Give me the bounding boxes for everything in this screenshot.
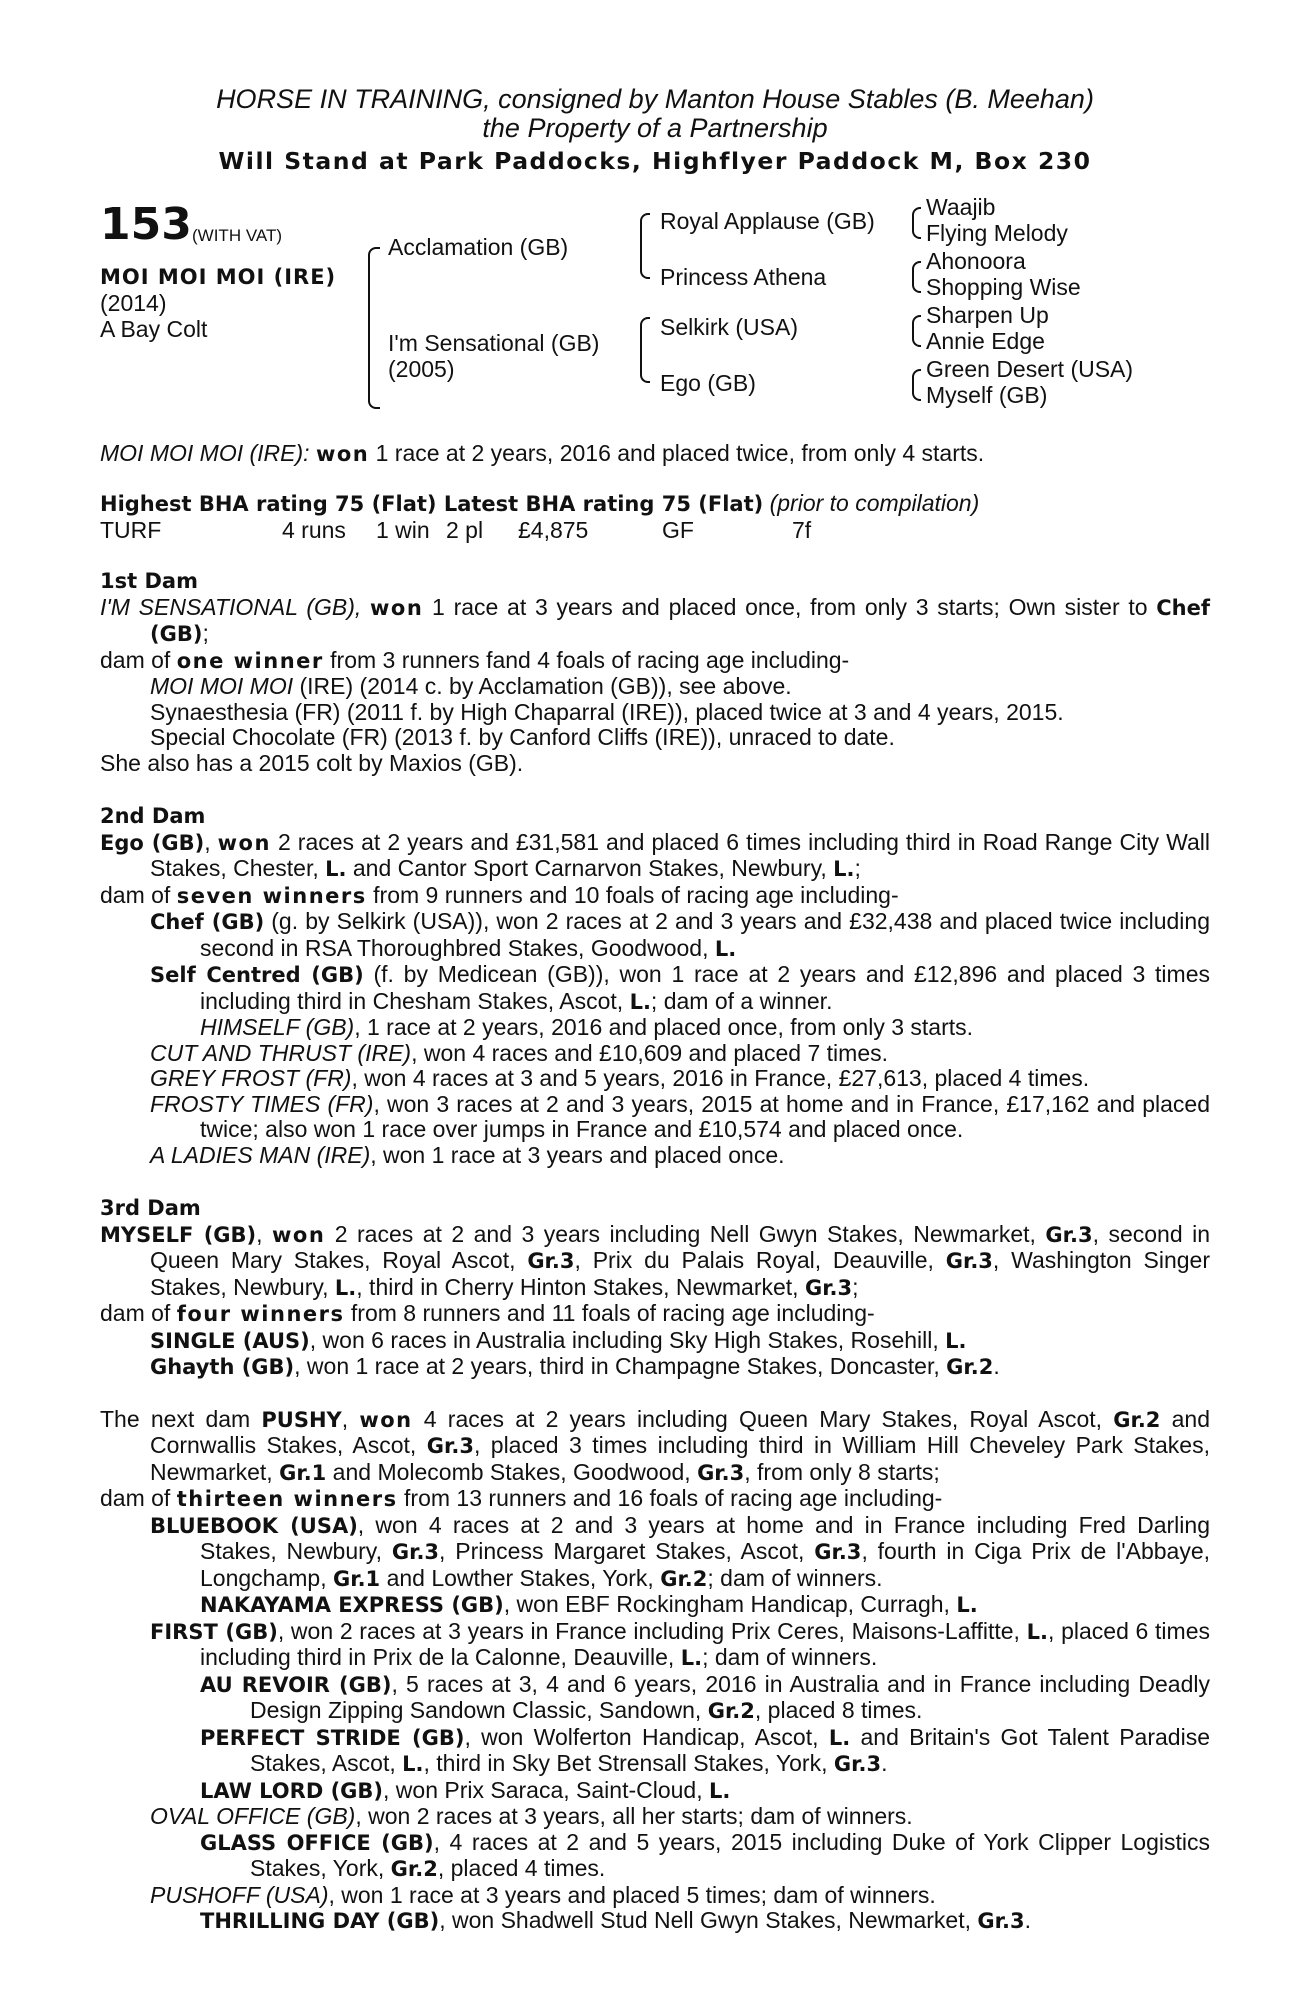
offspring-self-centred: Self Centred (GB) (f. by Medicean (GB)), won 1 race at 2 years and £12,896 and placed 3 times including third in Chesham Stakes, Ascot, L.; dam of a winner. [150,961,1210,1014]
offspring-single: SINGLE (AUS), won 6 races in Australia including Sky High Stakes, Rosehill, L. [150,1326,967,1353]
grandoffspring-himself: HIMSELF (GB), 1 race at 2 years, 2016 and placed once, from only 3 starts. [200,1014,974,1040]
first-dam-produce: dam of one winner from 3 runners fand 4 foals of racing age including- [100,646,850,673]
offspring-bluebook: BLUEBOOK (USA), won 4 races at 2 and 3 years at home and in France including Fred Darling Stakes, Newbury, Gr.3, Princess Margaret Stakes, Ascot, Gr.3, fourth in Ciga Prix de l'Abbaye, Longchamp, Gr.1 and Lowther Stakes, York, Gr.2; dam of winners. [150,1511,1211,1591]
sire-dam: Princess Athena [660,263,827,290]
dds: Green Desert (USA) [926,355,1134,382]
second-dam-heading: 2nd Dam [100,804,206,828]
dam: I'm Sensational (GB) [388,329,600,356]
grandoffspring-au-revoir: AU REVOIR (GB), 5 races at 3, 4 and 6 years, 2016 in Australia and in France including Deadly Design Zipping Sandown Classic, Sandown, Gr.2, placed 8 times. [200,1670,1210,1723]
bracket-gen1 [368,247,380,409]
race-summary: MOI MOI MOI (IRE): won 1 race at 2 years, 2016 and placed twice, from only 4 starts. [100,439,985,466]
grandoffspring-perfect-stride: PERFECT STRIDE (GB), won Wolferton Handicap, Ascot, L. and Britain's Got Talent Paradise Stakes, Ascot, L., third in Sky Bet Strensall Stakes, York, Gr.3. [200,1723,1210,1776]
bracket-3a [912,207,921,239]
offspring-frosty-times: FROSTY TIMES (FR), won 3 races at 2 and 3 years, 2015 at home and in France, £17,162 and placed twice; also won 1 race over jumps in France and £10,574 and placed once. [150,1090,1210,1142]
ssd: Flying Melody [926,219,1068,246]
grandoffspring-glass-office: GLASS OFFICE (GB), 4 races at 2 and 5 years, 2015 including Duke of York Clipper Logistics Stakes, York, Gr.2, placed 4 times. [200,1828,1210,1881]
horse-description: A Bay Colt [100,315,208,342]
sds: Ahonoora [926,247,1026,274]
bracket-sire [640,213,650,279]
dsd: Annie Edge [926,327,1045,354]
offspring-grey-frost: GREY FROST (FR), won 4 races at 3 and 5 years, 2016 in France, £27,613, placed 4 times. [150,1065,1090,1091]
second-dam-produce: dam of seven winners from 9 runners and 10 foals of racing age including- [100,881,899,908]
offspring-moi-moi-moi: MOI MOI MOI (IRE) (2014 c. by Acclamation (GB)), see above. [150,673,792,699]
rating-note: (prior to compilation) [763,490,980,516]
dam-sire: Selkirk (USA) [660,313,799,340]
sdd: Shopping Wise [926,273,1081,300]
offspring-chef: Chef (GB) (g. by Selkirk (USA)), won 2 races at 2 and 3 years and £32,438 and placed twice including second in RSA Thoroughbred Stakes, Goodwood, L. [150,908,1210,961]
stand-line: Will Stand at Park Paddocks, Highflyer Paddock M, Box 230 [218,147,1092,175]
grandoffspring-nakayama-express: NAKAYAMA EXPRESS (GB), won EBF Rockingham Handicap, Curragh, L. [200,1591,978,1617]
dam-year: (2005) [388,355,455,382]
turf-record: TURF 4 runs 1 win 2 pl £4,875 GF 7f [100,516,812,543]
sire: Acclamation (GB) [388,233,569,260]
first-dam-note: She also has a 2015 colt by Maxios (GB). [100,749,524,776]
lot-number: 153 [100,198,192,250]
horse-year: (2014) [100,289,167,316]
offspring-ghayth: Ghayth (GB), won 1 race at 2 years, third in Champagne Stakes, Doncaster, Gr.2. [150,1353,1000,1379]
horse-name: MOI MOI MOI (IRE) [100,264,337,289]
sss: Waajib [926,193,996,220]
offspring-a-ladies-man: A LADIES MAN (IRE), won 1 race at 3 years and placed once. [150,1141,785,1168]
catalogue-page [100,85,1210,1935]
third-dam-section [100,1196,1210,1381]
dam-dam: Ego (GB) [660,369,756,396]
next-dam-section [100,1407,1210,1935]
dss: Sharpen Up [926,301,1049,328]
third-dam-produce: dam of four winners from 8 runners and 11 foals of racing age including- [100,1300,875,1326]
bracket-3b [912,261,921,293]
second-dam-record: Ego (GB), won 2 races at 2 years and £31,581 and placed 6 times including third in Road Range City Wall Stakes, Chester, L. and Cantor Sport Carnarvon Stakes, Newbury, L.; [100,828,1210,881]
rating-block [100,491,1210,543]
grandoffspring-thrilling-day: THRILLING DAY (GB), won Shadwell Stud Nell Gwyn Stakes, Newmarket, Gr.3. [200,1907,1031,1933]
offspring-cut-and-thrust: CUT AND THRUST (IRE), won 4 races and £10,609 and placed 7 times. [150,1039,889,1066]
sire-sire: Royal Applause (GB) [660,207,875,234]
first-dam-heading: 1st Dam [100,569,198,593]
grandoffspring-law-lord: LAW LORD (GB), won Prix Saraca, Saint-Cloud, L. [200,1776,731,1803]
third-dam-heading: 3rd Dam [100,1196,201,1220]
offspring-oval-office: OVAL OFFICE (GB), won 2 races at 3 years, all her starts; dam of winners. [150,1803,913,1829]
second-dam-section [100,804,1210,1168]
offspring-pushoff: PUSHOFF (USA), won 1 race at 3 years and placed 5 times; dam of winners. [150,1881,936,1908]
first-dam-record: I'M SENSATIONAL (GB), won 1 race at 3 years and placed once, from only 3 starts; Own sister to Chef (GB); [100,593,1211,646]
rating-text: Highest BHA rating 75 (Flat) Latest BHA rating 75 (Flat) [100,492,764,516]
bracket-3d [912,369,921,401]
ddd: Myself (GB) [926,381,1048,408]
consignor-line: HORSE IN TRAINING, consigned by Manton House Stables (B. Meehan) [216,84,1094,114]
offspring-synaesthesia: Synaesthesia (FR) (2011 f. by High Chaparral (IRE)), placed twice at 3 and 4 years, 2015. [150,698,1064,725]
third-dam-record: MYSELF (GB), won 2 races at 2 and 3 years including Nell Gwyn Stakes, Newmarket, Gr.3, second in Queen Mary Stakes, Royal Ascot, Gr.3, Prix du Palais Royal, Deauville, Gr.3, Washington Singer Stakes, Newbury, L., third in Cherry Hinton Stakes, Newmarket, Gr.3; [100,1220,1210,1300]
bracket-dam [640,317,650,383]
property-line: the Property of a Partnership [482,113,828,143]
pedigree-block [100,193,1210,441]
bracket-3c [912,315,921,347]
first-dam-section [100,569,1210,776]
next-dam-produce: dam of thirteen winners from 13 runners and 16 foals of racing age including- [100,1485,943,1511]
vat-note: (WITH VAT) [192,225,283,245]
offspring-first: FIRST (GB), won 2 races at 3 years in France including Prix Ceres, Maisons-Laffitte, L., placed 6 times including third in Prix de la Calonne, Deauville, L.; dam of winners. [150,1617,1210,1670]
next-dam-record: The next dam PUSHY, won 4 races at 2 years including Queen Mary Stakes, Royal Ascot, Gr.2 and Cornwallis Stakes, Ascot, Gr.3, placed 3 times including third in William Hill Cheveley Park Stakes, Newmarket, Gr.1 and Molecomb Stakes, Goodwood, Gr.3, from only 8 starts; [100,1405,1210,1485]
offspring-special-chocolate: Special Chocolate (FR) (2013 f. by Canford Cliffs (IRE)), unraced to date. [150,724,895,750]
